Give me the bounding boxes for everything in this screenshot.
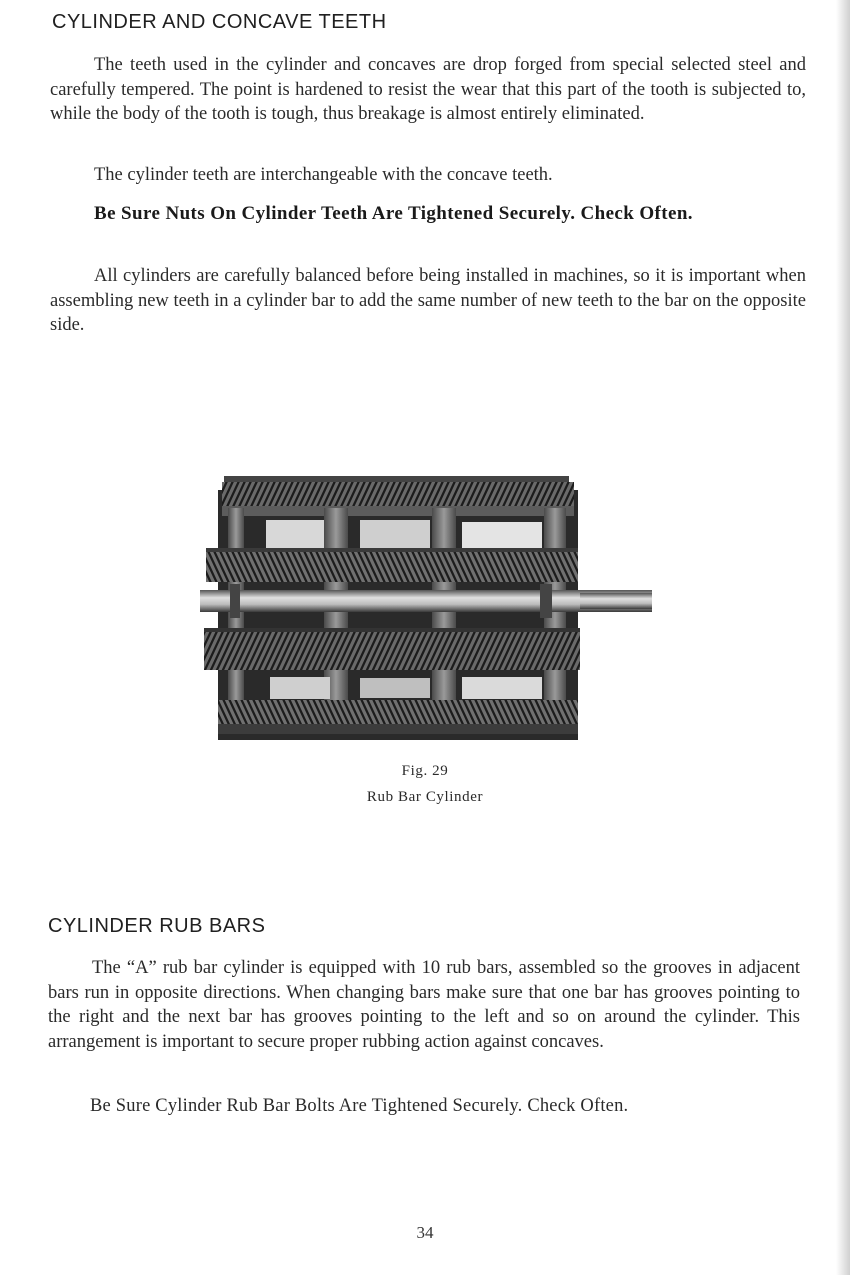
page-edge-shadow [836, 0, 850, 1275]
paragraph-balancing: All cylinders are carefully balanced before being installed in machines, so it is important when assembling new teeth in a cylinder bar to add the same number of new teeth to the bar on the opposite side. [50, 266, 806, 335]
rub-bar-cylinder-illustration [200, 472, 656, 742]
warning-cylinder-teeth-nuts: Be Sure Nuts On Cylinder Teeth Are Tightened Securely. Check Often. [94, 203, 693, 224]
section-heading-rub-bars: CYLINDER RUB BARS [48, 915, 266, 937]
page-number: 34 [416, 1223, 434, 1242]
warning-rub-bar-bolts: Be Sure Cylinder Rub Bar Bolts Are Tightened Securely. Check Often. [90, 1096, 629, 1116]
paragraph-interchangeable: The cylinder teeth are interchangeable with the concave teeth. [94, 165, 553, 185]
paragraph-rub-bar-arrangement: The “A” rub bar cylinder is equipped with 10 rub bars, assembled so the grooves in adjacent bars run in opposite directions. When changing bars make sure that one bar has grooves pointing to the right and the next bar has grooves pointing to the left and so on around the cylinder. This arrangement is important to secure proper rubbing action against concaves. [48, 958, 800, 1052]
section-heading-cylinder-concave-teeth: CYLINDER AND CONCAVE TEETH [52, 11, 387, 33]
paragraph-teeth-material: The teeth used in the cylinder and concaves are drop forged from special selected steel and carefully tempered. The point is hardened to resist the wear that this part of the tooth is subjected to, while the body of the tooth is tough, thus breakage is almost entirely eliminated. [50, 55, 806, 124]
figure-caption: Rub Bar Cylinder [366, 789, 484, 805]
figure-number: Fig. 29 [401, 763, 449, 779]
